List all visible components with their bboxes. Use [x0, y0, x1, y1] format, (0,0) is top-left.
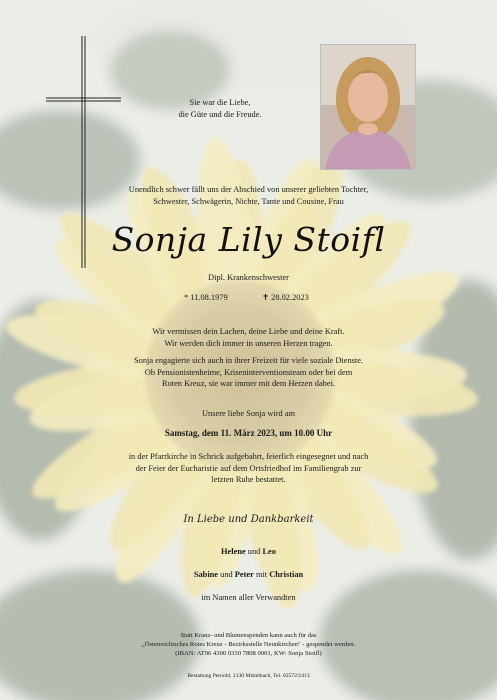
- mourners-line-3: im Namen aller Verwandten: [201, 593, 296, 602]
- funeral-date: Samstag, dem 11. März 2023, um 10.00 Uhr: [164, 428, 333, 438]
- bio-line: Ob Pensionistenheime, Kriseninterventionsteam oder bei dem: [144, 367, 353, 377]
- intro-line: Schwester, Schwägerin, Nichte, Tante und Cousine, Frau: [153, 196, 344, 206]
- mourner-name: Peter: [234, 570, 254, 579]
- portrait-photo: [320, 44, 416, 170]
- announcement: Unsere liebe Sonja wird am: [201, 409, 296, 418]
- profession: Dipl. Krankenschwester: [208, 273, 289, 282]
- intro-line: Unendlich schwer fällt uns der Abschied von unserer geliebten Tochter,: [128, 185, 369, 194]
- mourner-name: Sabine: [193, 570, 219, 579]
- conjunction: mit: [255, 570, 268, 579]
- death-date-row: [262, 292, 309, 304]
- ceremony-line: der Feier der Eucharistie auf dem Ortsfriedhof im Familiengrab zur: [135, 463, 362, 473]
- mourner-name: Christian: [269, 570, 304, 579]
- ceremony-text: [0, 451, 497, 486]
- poem-line: Wir vermissen dein Lachen, deine Liebe und deine Kraft.: [152, 327, 345, 336]
- motto-line: die Güte und die Freude.: [178, 109, 262, 119]
- donation-notice: [0, 632, 497, 658]
- conjunction: und: [247, 547, 261, 556]
- donation-line: Statt Kranz- und Blumenspenden kann auch für das: [180, 632, 317, 639]
- undertaker-footer: Bestattung Pernold, 2130 Mistelbach, Tel. 02572/2413: [187, 673, 310, 679]
- donation-line: „Österreichisches Rotes Kreuz - Bezirksstelle Neunkirchen" - gespendet werden.: [141, 640, 356, 648]
- mourners-line-2: [0, 569, 497, 581]
- death-date: 28.02.2023: [271, 293, 309, 302]
- ceremony-line: in der Pfarrkirche in Schrick aufgebahrt, feierlich eingesegnet und nach: [128, 452, 369, 461]
- birth-date: * 11.08.1979: [184, 293, 228, 302]
- bio-line: Sonja engagierte sich auch in ihrer Freizeit für viele soziale Dienste.: [133, 356, 364, 365]
- poem-line: Wir werden dich immer in unseren Herzen tragen.: [164, 338, 333, 348]
- motto: [150, 97, 290, 120]
- donation-line: (IBAN: AT96 4300 0330 7808 0001, KW: Sonja Stoifl): [175, 649, 322, 657]
- closing-phrase: In Liebe und Dankbarkeit: [183, 514, 314, 525]
- biography: [0, 355, 497, 390]
- deceased-name: Sonja Lily Stoifl: [111, 220, 386, 259]
- conjunction: und: [220, 570, 233, 579]
- mourner-name: Helene: [221, 547, 246, 556]
- bio-line: Roten Kreuz, sie war immer mit dem Herzen dabei.: [161, 379, 336, 388]
- mourner-name: Leo: [262, 547, 276, 556]
- cross-small-icon: ✝: [262, 293, 270, 302]
- intro-text: [0, 184, 497, 207]
- poem: [0, 326, 497, 349]
- ceremony-line: letzten Ruhe bestattet.: [211, 475, 286, 484]
- mourners-line-1: [0, 546, 497, 558]
- motto-line: Sie war die Liebe,: [189, 98, 251, 107]
